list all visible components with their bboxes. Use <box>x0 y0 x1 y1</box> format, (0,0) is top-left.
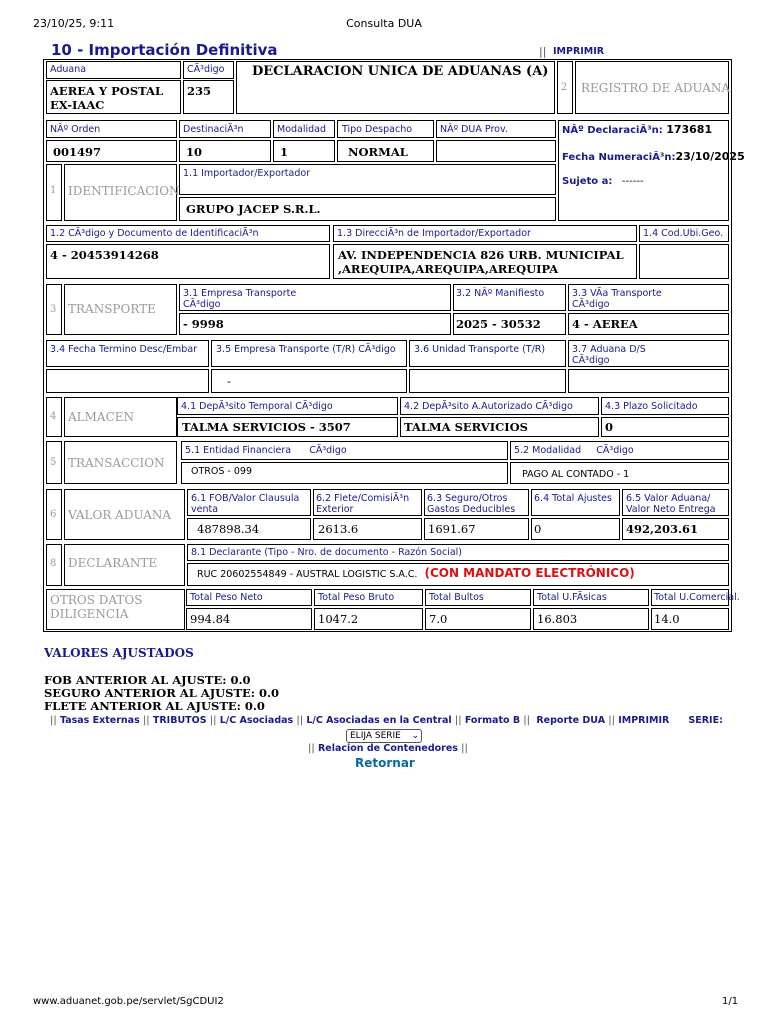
serie-label: SERIE: <box>688 715 723 726</box>
tipo-label: Tipo Despacho <box>342 124 413 135</box>
tributos-link[interactable]: TRIBUTOS <box>152 715 207 726</box>
modalidad-value: 1 <box>280 145 289 159</box>
dua-prov-label: NÂº DUA Prov. <box>440 124 508 135</box>
codigo-label: CÃ³digo <box>187 64 225 75</box>
almacen-num: 4 <box>50 411 57 422</box>
dep-temp-value: TALMA SERVICIOS - 3507 <box>182 420 351 434</box>
seguro-label: 6.3 Seguro/Otros Gastos Deducibles <box>427 493 516 515</box>
aduana-label: Aduana <box>50 64 87 75</box>
print-page-count: 1/1 <box>722 996 739 1007</box>
via-label: 3.3 VÃa Transporte CÃ³digo <box>572 288 662 310</box>
declarante-section-label: DECLARANTE <box>68 556 158 570</box>
codigo-doc-label: 1.2 CÃ³digo y Documento de IdentificaciÃ³n <box>50 228 259 239</box>
chevron-down-icon: ⌄ <box>411 731 419 741</box>
tasas-link[interactable]: Tasas Externas <box>59 715 140 726</box>
seguro-ajuste: SEGURO ANTERIOR AL AJUSTE: 0.0 <box>44 686 280 700</box>
valor-section-label: VALOR ADUANA <box>68 508 172 522</box>
registro-label: REGISTRO DE ADUANA <box>581 81 731 95</box>
entidad-value: OTROS - 099 <box>191 466 252 477</box>
ajustes-label: 6.4 Total Ajustes <box>534 493 612 504</box>
dep-temp-label: 4.1 DepÃ³sito Temporal CÃ³digo <box>181 401 333 412</box>
modalidad52-value: PAGO AL CONTADO - 1 <box>522 469 630 480</box>
plazo-value: 0 <box>605 420 614 434</box>
lc-central-link[interactable]: L/C Asociadas en la Central <box>306 715 452 726</box>
ajustes-value-cell <box>531 518 620 540</box>
importador-value: GRUPO JACEP S.R.L. <box>186 202 321 216</box>
sujeto-value: ------ <box>621 176 644 187</box>
ajustes-value: 0 <box>534 522 542 536</box>
aduana-value: AEREA Y POSTAL EX-IAAC <box>50 84 164 112</box>
lc-asociadas-link[interactable]: L/C Asociadas <box>219 715 294 726</box>
orden-value: 001497 <box>53 145 102 159</box>
decl-value: RUC 20602554849 - AUSTRAL LOGISTIC S.A.C. <box>197 569 418 580</box>
transaccion-num: 5 <box>50 457 57 468</box>
serie-select-value: ELIJA SERIE <box>350 731 401 741</box>
imprimir-link-bottom[interactable]: IMPRIMIR <box>618 715 670 726</box>
print-datetime: 23/10/25, 9:11 <box>33 17 115 30</box>
transporte-num: 3 <box>50 304 57 315</box>
direccion-value: AV. INDEPENDENCIA 826 URB. MUNICIPAL ,AREQUIPA,AREQUIPA,AREQUIPA <box>338 248 624 276</box>
decl-value-wrapper <box>197 566 635 580</box>
plazo-label: 4.3 Plazo Solicitado <box>605 401 698 412</box>
modalidad-label: Modalidad <box>277 124 327 135</box>
declarante-num: 8 <box>50 558 57 569</box>
otros-section-label: OTROS DATOS DILIGENCIA <box>50 593 143 621</box>
modalidad52-label: 5.2 Modalidad CÃ³digo <box>514 445 634 456</box>
manifiesto-label: 3.2 NÂº Manifiesto <box>456 288 545 299</box>
bultos-label: Total Bultos <box>429 592 484 603</box>
direccion-label: 1.3 DirecciÃ³n de Importador/Exportador <box>337 228 531 239</box>
peso-bruto-value: 1047.2 <box>318 612 359 626</box>
sujeto <box>562 176 644 187</box>
importador-label: 1.1 Importador/Exportador <box>183 168 311 179</box>
ubigeo-value-cell <box>639 244 729 279</box>
destinacion-label: DestinaciÃ³n <box>183 124 244 135</box>
fecha-numeracion <box>562 150 745 163</box>
tipo-value: NORMAL <box>348 145 408 159</box>
header-separator: || <box>539 45 547 58</box>
valor65-value: 492,203.61 <box>626 522 699 536</box>
reporte-dua-link[interactable]: Reporte DUA <box>536 715 606 726</box>
ident-num: 1 <box>50 185 57 196</box>
fob-label: 6.1 FOB/Valor Clausula venta <box>191 493 300 515</box>
entidad-label: 5.1 Entidad Financiera CÃ³digo <box>185 445 347 456</box>
ubigeo-label: 1.4 Cod.Ubi.Geo. <box>643 228 724 239</box>
unidad-label: 3.6 Unidad Transporte (T/R) <box>414 344 546 355</box>
peso-neto-label: Total Peso Neto <box>190 592 263 603</box>
valor-num: 6 <box>50 509 57 520</box>
serie-select[interactable] <box>346 729 422 743</box>
orden-label: NÂº Orden <box>50 124 101 135</box>
transporte-section-label: TRANSPORTE <box>68 302 156 316</box>
via-value: 4 - AEREA <box>572 317 638 331</box>
contenedores-link[interactable]: Relacion de Contenedores <box>317 743 458 754</box>
dua-prov-value-cell <box>436 140 556 162</box>
ident-section-label: IDENTIFICACION <box>68 184 180 198</box>
dep-aut-label: 4.2 DepÃ³sito A.Autorizado CÃ³digo <box>404 401 573 412</box>
links-row: || Tasas Externas || TRIBUTOS || L/C Asociadas || L/C Asociadas en la Central || Formato B || Reporte DUA || IMPRIMIR SERIE: <box>50 715 723 726</box>
formato-b-link[interactable]: Formato B <box>464 715 521 726</box>
empresa-value: - 9998 <box>183 317 224 331</box>
mandato-badge: (CON MANDATO ELECTRÓNICO) <box>424 566 635 580</box>
dep-aut-value: TALMA SERVICIOS <box>404 420 528 434</box>
ufisicas-value: 16.803 <box>537 612 578 626</box>
declaracion-value: 173681 <box>666 123 713 136</box>
empresa-tr-label: 3.5 Empresa Transporte (T/R) CÃ³digo <box>216 344 396 355</box>
print-url: www.aduanet.gob.pe/servlet/SgCDUI2 <box>33 996 224 1007</box>
retornar-link[interactable]: Retornar <box>355 756 415 770</box>
page-title: 10 - Importación Definitiva <box>51 41 278 59</box>
decl-label: 8.1 Declarante (Tipo - Nro. de documento - Razón Social) <box>191 547 462 558</box>
declaracion-label <box>562 123 712 136</box>
aduana-ds-label: 3.7 Aduana D/S CÃ³digo <box>572 344 646 366</box>
flete-label: 6.2 Flete/ComisiÃ³n Exterior <box>316 493 410 515</box>
valores-ajustados-title: VALORES AJUSTADOS <box>44 646 194 660</box>
codigo-doc-value: 4 - 20453914268 <box>50 248 159 262</box>
seguro-value: 1691.67 <box>428 522 476 536</box>
registro-num: 2 <box>561 82 568 93</box>
empresa-tr-value: - <box>227 374 231 388</box>
manifiesto-value: 2025 - 30532 <box>456 317 541 331</box>
peso-bruto-label: Total Peso Bruto <box>318 592 395 603</box>
valor65-label: 6.5 Valor Aduana/ Valor Neto Entrega <box>626 493 716 515</box>
empresa-tr-value-cell <box>211 369 407 393</box>
doc-title: DECLARACION UNICA DE ADUANAS (A) <box>252 64 549 79</box>
destinacion-value: 10 <box>186 145 203 159</box>
sujeto-label: Sujeto a: <box>562 176 613 187</box>
flete-value: 2613.6 <box>318 522 359 536</box>
aduana-ds-value-cell <box>568 369 729 393</box>
transaccion-section-label: TRANSACCION <box>68 456 165 470</box>
fecha-value: 23/10/2025 <box>675 150 745 163</box>
ucomercial-label: Total U.Comercial. <box>654 592 740 603</box>
peso-neto-value: 994.84 <box>190 612 231 626</box>
empresa-label: 3.1 Empresa Transporte CÃ³digo <box>183 288 297 310</box>
fecha-term-value-cell <box>46 369 209 393</box>
fob-ajuste: FOB ANTERIOR AL AJUSTE: 0.0 <box>44 673 251 687</box>
flete-ajuste: FLETE ANTERIOR AL AJUSTE: 0.0 <box>44 699 265 713</box>
ufisicas-label: Total U.FÃsicas <box>537 592 607 603</box>
bultos-value: 7.0 <box>429 612 448 626</box>
contenedores-row: || Relacion de Contenedores || <box>308 743 468 754</box>
unidad-value-cell <box>409 369 566 393</box>
almacen-section-label: ALMACEN <box>68 410 135 424</box>
print-tab-title: Consulta DUA <box>346 17 422 30</box>
codigo-value: 235 <box>187 84 212 98</box>
fecha-label: Fecha NumeraciÃ³n: <box>562 152 676 163</box>
plazo-value-cell <box>601 417 729 437</box>
declaracion-label-text: NÂº DeclaraciÃ³n: <box>562 125 663 136</box>
fecha-term-label: 3.4 Fecha Termino Desc/Embar <box>50 344 198 355</box>
fob-value: 487898.34 <box>197 522 260 536</box>
ucomercial-value: 14.0 <box>654 612 680 626</box>
print-link-top[interactable]: IMPRIMIR <box>553 46 605 57</box>
